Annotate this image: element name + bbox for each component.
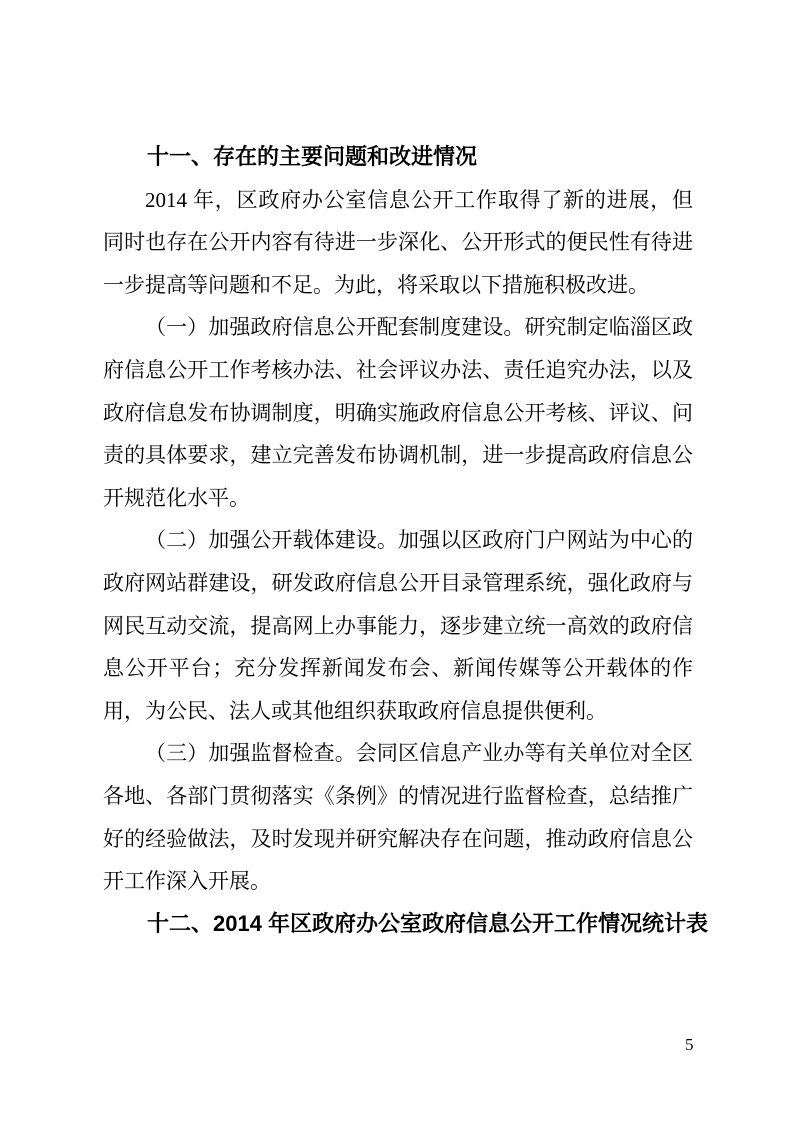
document-content (103, 136, 709, 945)
paragraph-measure-3: （三）加强监督检查。会同区信息产业办等有关单位对全区各地、各部门贯彻落实《条例》的情况进行监督检查，总结推广好的经验做法，及时发现并研究解决存在问题，推动政府信息公开工作深入开展。 (103, 741, 693, 894)
section-heading-statistics-table: 十二、2014 年区政府办公室政府信息公开工作情况统计表 (147, 910, 709, 936)
paragraph-measure-2: （二）加强公开载体建设。加强以区政府门户网站为中心的政府网站群建设，研发政府信息公开目录管理系统，强化政府与网民互动交流，提高网上办事能力，逐步建立统一高效的政府信息公开平台；充分发挥新闻发布会、新闻传媒等公开载体的作用，为公民、法人或其他组织获取政府信息提供便利。 (103, 528, 693, 723)
paragraph-measure-1: （一）加强政府信息公开配套制度建设。研究制定临淄区政府信息公开工作考核办法、社会评议办法、责任追究办法，以及政府信息发布协调制度，明确实施政府信息公开考核、评议、问责的具体要求，建立完善发布协调机制，进一步提高政府信息公开规范化水平。 (103, 315, 693, 510)
page-number: 5 (685, 1035, 694, 1054)
section-heading-problems-and-improvements: 十一、存在的主要问题和改进情况 (147, 144, 478, 169)
paragraph-intro: 2014 年，区政府办公室信息公开工作取得了新的进展，但同时也存在公开内容有待进一步深化、公开形式的便民性有待进一步提高等问题和不足。为此，将采取以下措施积极改进。 (103, 187, 693, 297)
